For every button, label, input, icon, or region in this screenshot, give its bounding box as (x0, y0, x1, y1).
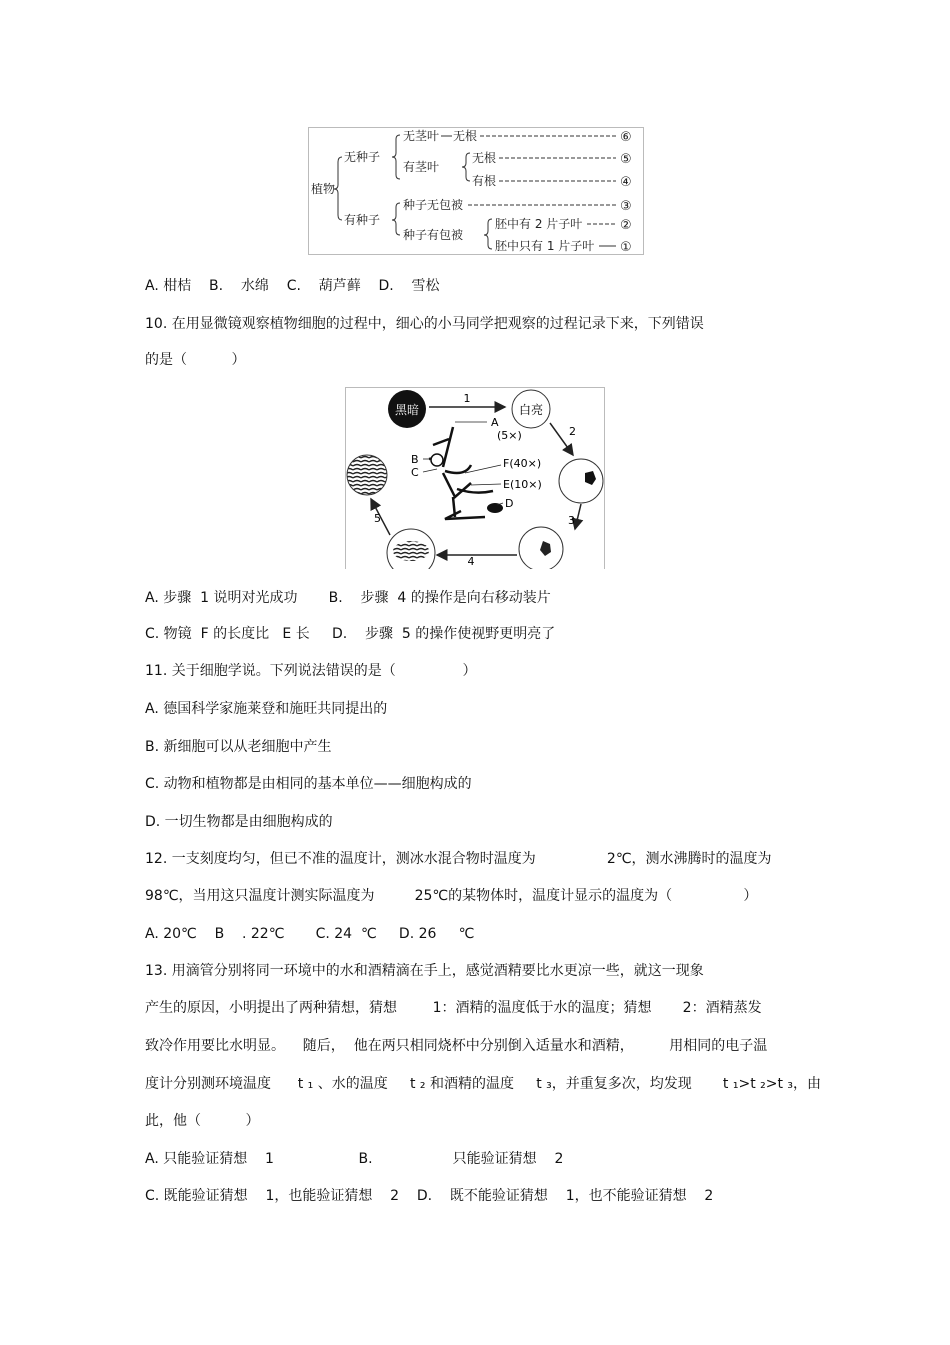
q13-options-cd: C. 既能验证猜想 1，也能验证猜想 2 D. 既不能验证猜想 1，也不能验证猜想 2 (145, 1188, 714, 1204)
seed-covered-label: 种子有包被 (403, 228, 464, 242)
q9-options: A. 柑桔 B. 水绵 C. 葫芦藓 D. 雪松 (145, 278, 440, 294)
marker-4: ④ (620, 175, 632, 190)
view-circle-2 (559, 459, 603, 503)
label-f: F(40×) (503, 457, 542, 470)
q11-stem: 11. 关于细胞学说。下列说法错误的是（ ） (145, 663, 477, 679)
q12-line1: 12. 一支刻度均匀，但已不准的温度计，测冰水混合物时温度为 2℃，测水沸腾时的温度为 (145, 851, 772, 867)
dark-label: 黑暗 (394, 403, 420, 417)
has-stem-leaf-label: 有茎叶 (403, 160, 440, 174)
q11-option-c: C. 动物和植物都是由相同的基本单位——细胞构成的 (145, 776, 472, 792)
marker-6: ⑥ (620, 130, 632, 145)
step-4-label: 4 (467, 555, 475, 568)
bright-label: 白亮 (518, 403, 544, 417)
q12-options: A. 20℃ B . 22℃ C. 24 ℃ D. 26 ℃ (145, 926, 475, 942)
q13-line5: 此，他（ ） (145, 1113, 260, 1129)
step-1-label: 1 (463, 392, 471, 405)
label-b: B (411, 453, 419, 466)
step-3-label: 3 (568, 514, 575, 527)
marker-5: ⑤ (620, 152, 632, 167)
q13-line3: 致冷作用要比水明显。 随后， 他在两只相同烧杯中分别倒入适量水和酒精， 用相同的电子温 (145, 1038, 768, 1054)
no-stem-leaf-label: 无茎叶 (403, 129, 440, 143)
step-5-label: 5 (374, 512, 381, 525)
seed-uncovered-label: 种子无包被 (403, 198, 464, 212)
q13-line4: 度计分别测环境温度 t ₁ 、水的温度 t ₂ 和酒精的温度 t ₃，并重复多次，均发现 t ₁>t ₂>t ₃，由 (145, 1076, 822, 1092)
label-c: C (411, 466, 419, 479)
microscope-sketch (429, 427, 493, 519)
root-label: 植物 (311, 182, 336, 196)
label-d: D (505, 497, 514, 510)
q13-line1: 13. 用滴管分别将同一环境中的水和酒精滴在手上，感觉酒精要比水更凉一些，就这一现象 (145, 963, 704, 979)
q13-options-ab: A. 只能验证猜想 1 B. 只能验证猜想 2 (145, 1151, 564, 1167)
label-a-magnification: (5×) (497, 429, 522, 442)
microscope-steps-figure (345, 387, 605, 569)
q10-options-ab: A. 步骤 1 说明对光成功 B. 步骤 4 的操作是向右移动装片 (145, 590, 551, 606)
q12-line2: 98℃，当用这只温度计测实际温度为 25℃的某物体时，温度计显示的温度为（ ） (145, 888, 758, 904)
marker-3: ③ (620, 199, 632, 214)
no-root-label-1: 无根 (453, 129, 478, 143)
no-seed-label: 无种子 (344, 150, 381, 164)
step-2-label: 2 (569, 425, 576, 438)
has-seed-label: 有种子 (344, 213, 381, 227)
q10-stem-line2: 的是（ ） (145, 352, 246, 368)
marker-1: ① (620, 240, 632, 255)
label-e: E(10×) (503, 478, 542, 491)
one-cotyledon-label: 胚中只有 1 片子叶 (495, 239, 595, 253)
q13-line2: 产生的原因，小明提出了两种猜想，猜想 1：酒精的温度低于水的温度；猜想 2：酒精蒸发 (145, 1000, 762, 1016)
q10-stem-line1: 10. 在用显微镜观察植物细胞的过程中，细心的小马同学把观察的过程记录下来，下列错误 (145, 316, 704, 332)
q11-option-a: A. 德国科学家施莱登和施旺共同提出的 (145, 701, 388, 717)
q10-options-cd: C. 物镜 F 的长度比 E 长 D. 步骤 5 的操作使视野更明亮了 (145, 626, 556, 642)
has-root-label: 有根 (472, 174, 497, 188)
label-a: A (491, 416, 499, 429)
plant-classification-figure (308, 127, 644, 255)
q11-option-d: D. 一切生物都是由细胞构成的 (145, 814, 333, 830)
marker-2: ② (620, 218, 632, 233)
view-circle-5 (347, 455, 387, 495)
no-root-label-2: 无根 (472, 151, 497, 165)
two-cotyledon-label: 胚中有 2 片子叶 (495, 217, 583, 231)
q11-option-b: B. 新细胞可以从老细胞中产生 (145, 739, 332, 755)
